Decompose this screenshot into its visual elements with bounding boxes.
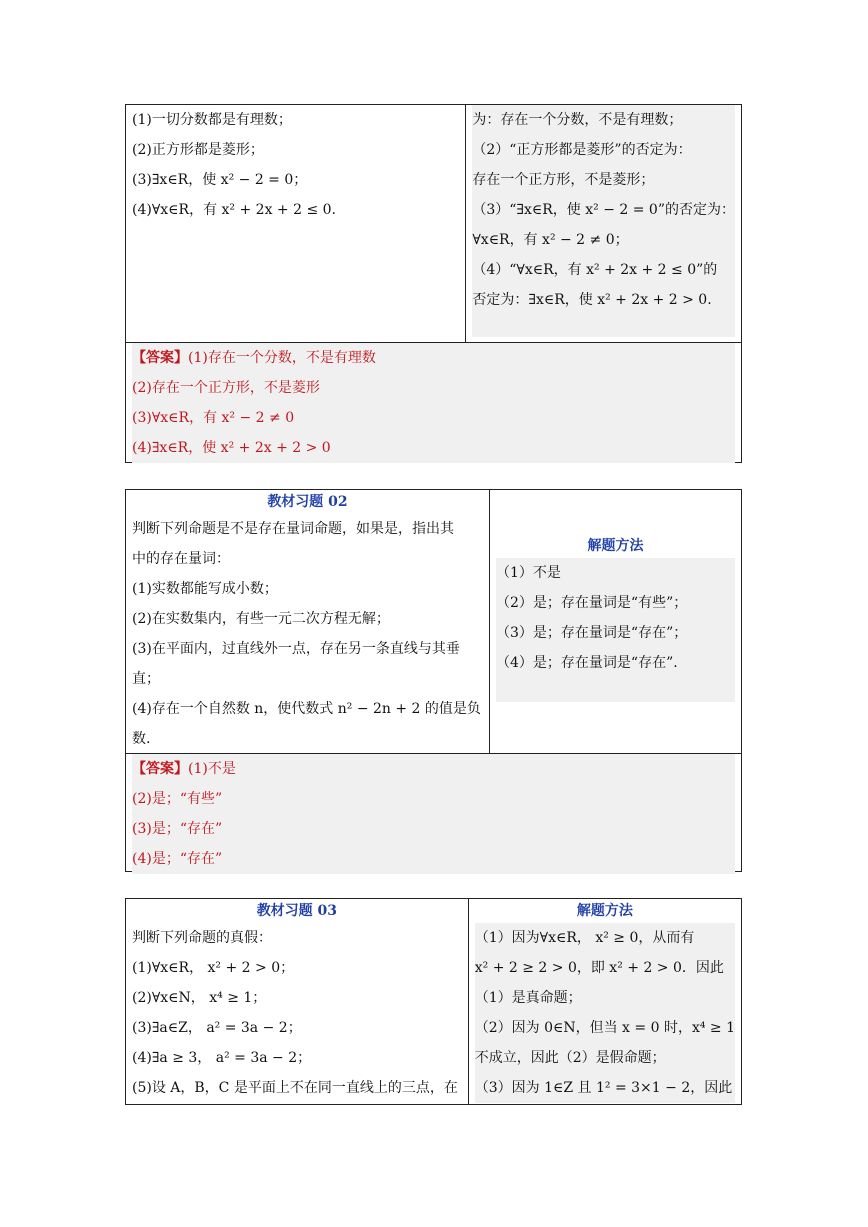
solution-box [496,558,735,702]
question-line: 直； [132,671,160,687]
answer-line: (1)不是 [188,761,236,777]
solution-line: （1）是真命题； [474,990,582,1006]
solution-line: 存在一个正方形，不是菱形； [472,172,655,188]
solution-line: （1）不是 [496,565,561,581]
answer-line: (2)是；“有些” [132,784,735,814]
question-line: (2)在实数集内，有些一元二次方程无解； [132,611,390,627]
answer-section [126,342,741,463]
question-line: (3)∃x∈R，使 x² − 2 = 0； [132,172,308,188]
solution-line: （1）因为∀x∈R， x² ≥ 0，从而有 [474,930,695,946]
question-line: (2)∀x∈N， x⁴ ≥ 1； [132,990,267,1006]
answer-label: 【答案】 [132,761,188,777]
exercise-title: 教材习题 02 [267,494,348,510]
solution-line: （2）“正方形都是菱形”的否定为： [472,142,692,158]
question-cell [126,899,469,1104]
question-line: 中的存在量词： [132,551,230,567]
answer-label: 【答案】 [132,350,188,366]
question-line: (1)∀x∈R， x² + 2 > 0； [132,960,295,976]
question-line: 判断下列命题是不是存在量词命题，如果是，指出其 [132,521,454,537]
exercise-block-2 [125,489,742,872]
solution-line: 否定为：∃x∈R，使 x² + 2x + 2 > 0. [472,292,712,308]
question-line: (1)一切分数都是有理数； [132,112,292,128]
solution-line: （3）“∃x∈R，使 x² − 2 = 0”的否定为： [472,202,735,218]
question-line: (3)∃a∈Z， a² = 3a − 2； [132,1020,302,1036]
question-line: (2)正方形都是菱形； [132,142,264,158]
solution-line: （2）是；存在量词是“有些”； [496,595,688,611]
question-cell [126,490,490,753]
solution-line: （3）因为 1∈Z 且 1² = 3×1 − 2，因此 [474,1080,733,1096]
solution-line: （2）因为 0∈N，但当 x = 0 时，x⁴ ≥ 1 [474,1020,735,1036]
question-line: (5)设 A，B，C 是平面上不在同一直线上的三点，在 [132,1080,458,1096]
solution-line: x² + 2 ≥ 2 > 0，即 x² + 2 > 0．因此 [474,960,724,976]
question-line: (4)∃a ≥ 3， a² = 3a − 2； [132,1050,312,1066]
question-line: (4)∀x∈R，有 x² + 2x + 2 ≤ 0. [132,202,336,218]
solution-box [472,105,735,337]
question-line: (4)存在一个自然数 n，使代数式 n² − 2n + 2 的值是负 [132,701,481,717]
answer-line: (1)存在一个分数，不是有理数 [188,350,376,366]
exercise-title: 教材习题 03 [256,903,338,919]
answer-line: (4)∃x∈R，使 x² + 2x + 2 > 0 [132,433,735,463]
answer-line: (2)存在一个正方形，不是菱形 [132,373,735,403]
solution-cell [466,105,741,342]
solution-line: 为：存在一个分数，不是有理数； [472,112,683,128]
method-title: 解题方法 [587,538,644,554]
solution-line: 不成立，因此（2）是假命题； [474,1050,666,1066]
question-line: 数. [132,731,151,747]
solution-line: ∀x∈R，有 x² − 2 ≠ 0； [472,232,629,248]
solution-line: （3）是；存在量词是“存在”； [496,625,688,641]
exercise-block-3 [125,898,742,1105]
answer-line: (3)是；“存在” [132,814,735,844]
answer-line: (3)∀x∈R，有 x² − 2 ≠ 0 [132,403,735,433]
question-line: (1)实数都能写成小数； [132,581,278,597]
solution-line: （4）是；存在量词是“存在”. [496,655,678,671]
solution-box [475,923,735,1103]
question-cell [126,105,466,342]
solution-cell [490,490,741,753]
answer-section [126,753,741,874]
question-line: (3)在平面内，过直线外一点，存在另一条直线与其垂 [132,641,460,657]
method-title: 解题方法 [576,903,633,919]
exercise-block-1 [125,104,742,463]
answer-line: (4)是；“存在” [132,844,735,874]
solution-line: （4）“∀x∈R，有 x² + 2x + 2 ≤ 0”的 [472,262,718,278]
solution-cell [469,899,741,1104]
question-line: 判断下列命题的真假： [132,930,272,946]
